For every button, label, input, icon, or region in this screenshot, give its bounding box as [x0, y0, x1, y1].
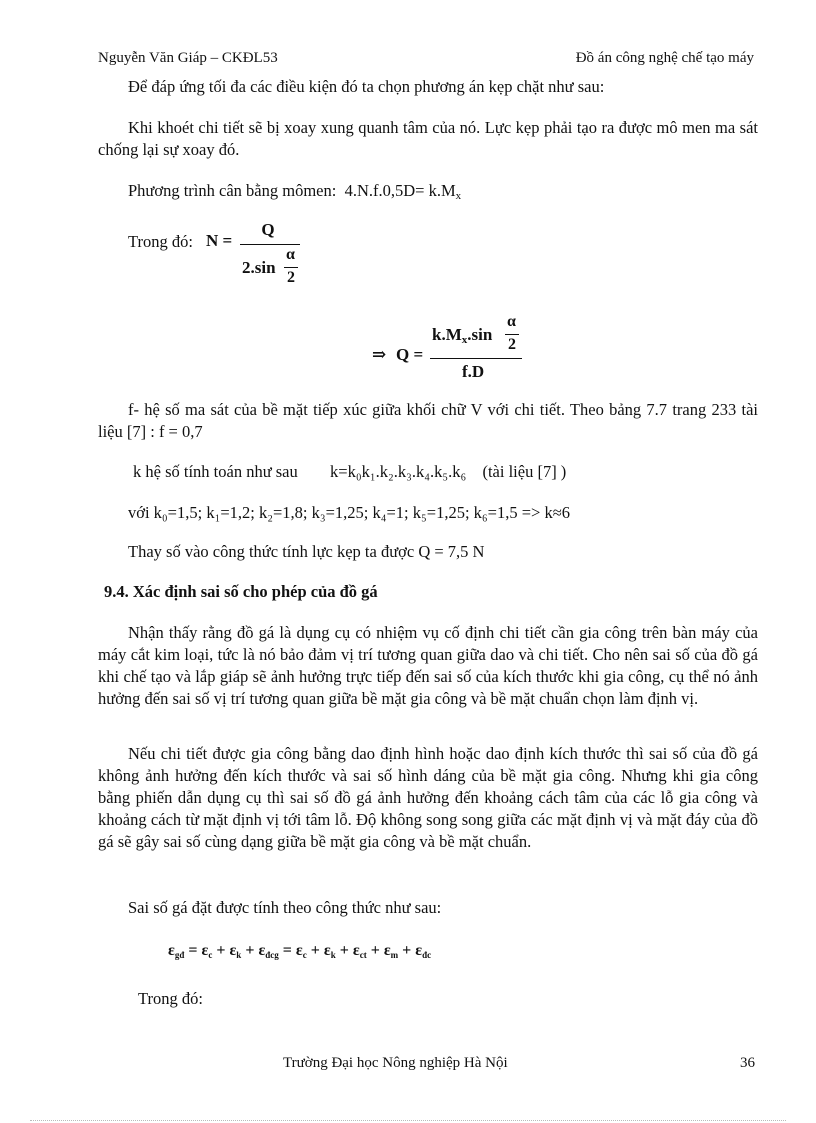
section-heading: 9.4. Xác định sai số cho phép của đồ gá — [104, 582, 378, 601]
paragraph-rotation-text: Khi khoét chi tiết sẽ bị xoay xung quanh tâm của nó. Lực kẹp phải tạo ra được mô men ma sát chống lại sự xoay đó. — [98, 118, 758, 159]
q-formula-alpha-line — [505, 334, 519, 335]
header-author: Nguyễn Văn Giáp – CKĐL53 — [98, 50, 278, 66]
q-formula-numerator — [432, 325, 492, 346]
q-formula-arrow: ⇒ — [372, 345, 387, 364]
trong-do-label-2: Trong đó: — [138, 989, 203, 1008]
page-number: 36 — [740, 1055, 755, 1071]
eps-c2: ε — [295, 942, 303, 959]
paragraph-friction-text: f- hệ số ma sát của bề mặt tiếp xúc giữa khối chữ V với chi tiết. Theo bảng 7.7 trang 233 tài liệu [7] : f = 0,7 — [98, 400, 758, 441]
q-formula-sub-x: x — [461, 334, 468, 346]
q-formula-lhs: Q = — [396, 345, 424, 364]
eps-gd: ε — [168, 942, 175, 959]
paragraph-setup-error: Sai số gá đặt được tính theo công thức như sau: — [128, 898, 442, 917]
k-coefficient-formula: k=k₀k₁.k₂.k₃.k₄.k₅.k₆ — [330, 462, 467, 481]
k-coefficient-line — [133, 461, 566, 483]
paragraph-clamping-intro: Để đáp ứng tối đa các điều kiện đó ta chọn phương án kẹp chặt như sau: — [128, 77, 605, 96]
eps-dcg: ε — [258, 942, 266, 959]
n-formula-lhs: N = — [206, 231, 233, 250]
paragraph-friction — [98, 399, 758, 443]
n-formula-two: 2 — [287, 269, 295, 286]
paragraph-fixture-role-text: Nhận thấy rằng đồ gá là dụng cụ có nhiệm vụ cố định chi tiết cần gia công trên bàn máy của máy cắt kim loại, tức là nó bảo đảm vị trí tương quan giữa dao và chi tiết. Cho nên sai số của đồ gá khi chế tạo và lắp giáp sẽ ảnh hưởng trực tiếp đến sai số của kích thước khi gia công, cụ thể nó ảnh hưởng đến sai số vị trí tương quan giữa bề mặt gia công và bề mặt chuẩn chọn làm định vị. — [98, 623, 758, 708]
eps-ct: ε — [352, 942, 360, 959]
moment-equation-line — [128, 180, 461, 207]
eps-m: ε — [383, 942, 391, 959]
q-formula-km: k.M — [432, 325, 462, 344]
paragraph-fixture-error — [98, 743, 758, 853]
moment-equation-label: Phương trình cân bằng mômen: — [128, 181, 337, 200]
paragraph-rotation — [98, 117, 758, 161]
paragraph-fixture-error-text: Nếu chi tiết được gia công bằng dao định hình hoặc dao định kích thước thì sai số của đồ gá không ảnh hưởng đến kích thước và sai số hình dáng của bề mặt gia công. Nhưng khi gia công bằng phiến dẫn dụng cụ thì sai số đồ gá ảnh hưởng đến khoảng cách tâm của các lỗ gia công và khoảng cách từ mặt định vị tới tâm lỗ. Độ không song song giữa các mặt định vị và mặt đáy của đồ gá sẽ gây sai số cùng dạng giữa bề mặt gia công và bề mặt chuẩn. — [98, 744, 758, 851]
q-formula-sin: .sin — [467, 325, 493, 344]
trong-do-label: Trong đó: — [128, 232, 193, 251]
q-formula-denominator: f.D — [462, 362, 485, 381]
k-coefficient-label: k hệ số tính toán như sau — [133, 462, 298, 481]
eps-k: ε — [229, 942, 237, 959]
footer-rule — [30, 1120, 786, 1121]
k-coefficient-reference: (tài liệu [7] ) — [482, 462, 567, 481]
eps-c: ε — [201, 942, 209, 959]
k-values-line: với k₀=1,5; k₁=1,2; k₂=1,8; k₃=1,25; k₄=1; k₅=1,25; k₆=1,5 => k≈6 — [128, 503, 571, 522]
moment-equation: 4.N.f.0,5D= k.M — [344, 181, 456, 200]
n-formula-alpha-line — [284, 267, 298, 268]
epsilon-equation: εgđ = εc + εk + εđcg = εc + εk + εct + εm + εđc — [168, 942, 432, 960]
moment-equation-subscript: x — [455, 190, 462, 202]
n-formula-alpha: α — [286, 246, 295, 263]
n-formula-denominator: 2.sin — [242, 258, 276, 277]
header-title: Đồ án công nghệ chế tạo máy — [575, 50, 754, 66]
paragraph-fixture-role — [98, 622, 758, 710]
q-formula-fraction-line — [430, 358, 522, 359]
q-formula-two: 2 — [508, 336, 516, 353]
footer-school: Trường Đại học Nông nghiệp Hà Nội — [283, 1055, 508, 1071]
n-formula-numerator: Q — [261, 220, 275, 239]
n-formula-fraction-line — [240, 244, 300, 245]
eps-dc: ε — [415, 942, 423, 959]
q-formula-alpha: α — [507, 313, 516, 330]
q-result-line: Thay số vào công thức tính lực kẹp ta được Q = 7,5 N — [128, 542, 485, 561]
eps-k2: ε — [323, 942, 331, 959]
